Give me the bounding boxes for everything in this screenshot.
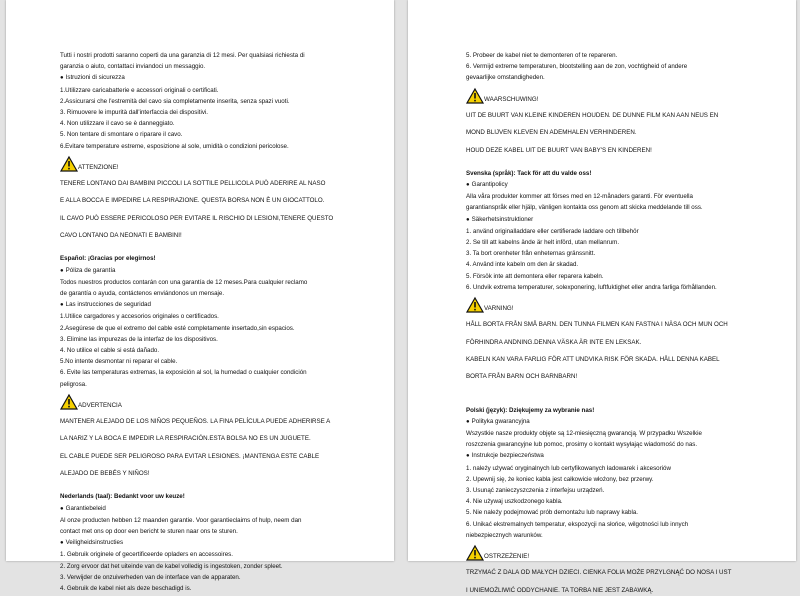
warranty-heading-es: ● Póliza de garantía xyxy=(60,265,364,277)
warning-line: MOND BLIJVEN KLEVEN EN ADEMHALEN VERHINDEREN. xyxy=(466,129,637,137)
warning-line: I UNIEMOŻLIWIĆ ODDYCHANIE. TA TORBA NIE JEST ZABAWKĄ. xyxy=(466,586,654,594)
instruction-item: 3. Ta bort orenheter från enheternas gränssnitt. xyxy=(466,250,596,258)
warning-line: EL CABLE PUEDE SER PELIGROSO PARA EVITAR LESIONES. ¡MANTENGA ESTE CABLE xyxy=(60,452,320,460)
instruction-item: 5. Non tentare di smontare o riparare il cavo. xyxy=(60,131,183,139)
instruction-item: 1.Utilizzare caricabatterie e accessori originali o certificati. xyxy=(60,86,219,94)
warning-triangle-icon xyxy=(466,545,484,561)
instruction-item: 3. Elimine las impurezas de la interfaz de los dispositivos. xyxy=(60,335,218,343)
safety-heading-es: ● Las instrucciones de seguridad xyxy=(60,299,364,311)
warning-line: ALEJADO DE BEBÉS Y NIÑOS! xyxy=(60,470,150,478)
safety-heading-it: ● Istruzioni di sicurezza xyxy=(60,72,364,84)
instruction-item: 1.Utilice cargadores y accesorios originales o certificados. xyxy=(60,313,219,321)
instruction-item: 3. Rimuovere le impurità dall'interfaccia dei dispositivi. xyxy=(60,109,209,117)
instruction-item: 3. Verwijder de onzuiverheden van de interface van de apparaten. xyxy=(60,573,241,581)
instruction-item: 2.Asegúrese de que el extremo del cable esté completamente insertado,sin espacios. xyxy=(60,324,295,332)
warning-triangle-icon xyxy=(466,297,484,313)
warning-line: IL CAVO PUÒ ESSERE PERICOLOSO PER EVITARE IL RISCHIO DI LESIONI,TENERE QUESTO xyxy=(60,214,334,222)
warning-label: OSTRZEŻENIE! xyxy=(484,553,530,561)
warning-block-es xyxy=(60,394,364,410)
instruction-item: 6.Evitare temperature estreme, esposizione al sole, umidità o condizioni pericolose. xyxy=(60,142,289,150)
warranty-heading-pl: ● Polityka gwarancyjna xyxy=(466,416,766,428)
instruction-item: 4. Använd inte kabeln om den är skadad. xyxy=(466,261,579,269)
warranty-line: garantianspråk eller hjälp, vänligen kontakta oss genom att skicka meddelande till oss. xyxy=(466,204,703,212)
warning-line: HOUD DEZE KABEL UIT DE BUURT VAN BABY'S EN KINDEREN! xyxy=(466,146,652,154)
warning-triangle-icon xyxy=(60,394,78,410)
warranty-line: Alla våra produkter kommer att förses med en 12-månaders garanti. För eventuella xyxy=(466,193,693,201)
instruction-item: 5. Nie należy podejmować prób demontażu lub naprawy kabla. xyxy=(466,509,638,517)
instruction-item: 2. Se till att kabelns ände är helt införd, utan mellanrum. xyxy=(466,239,620,246)
instruction-item: peligrosa. xyxy=(60,380,87,388)
warranty-heading-nl: ● Garantiebeleid xyxy=(60,503,364,515)
instruction-item: 4. Non utilizzare il cavo se è danneggiato. xyxy=(60,120,175,128)
warning-line: CAVO LONTANO DA NEONATI E BAMBINI! xyxy=(60,232,182,240)
warning-block-sv xyxy=(466,297,766,313)
warranty-line: Wszystkie nasze produkty objęte są 12-miesięczną gwarancją. W przypadku Wszelkie xyxy=(466,429,702,437)
instruction-item: 6. Evite las temperaturas extremas, la exposición al sol, la humedad o cualquier condición xyxy=(60,369,307,377)
warning-line: BORTA FRÅN BARN OCH BARNBARN! xyxy=(466,373,578,381)
warning-block-pl xyxy=(466,545,766,561)
warning-line: TENERE LONTANO DAI BAMBINI PICCOLI LA SOTTILE PELLICOLA PUÒ ADERIRE AL NASO xyxy=(60,180,326,188)
warranty-heading-sv: ● Garantipolicy xyxy=(466,179,766,191)
instruction-item: 5.No intente desmontar ni reparar el cable. xyxy=(60,358,178,366)
warranty-line: de garantía o ayuda, contáctenos enviándonos un mensaje. xyxy=(60,290,225,297)
warning-line: MANTENER ALEJADO DE LOS NIÑOS PEQUEÑOS. LA FINA PELÍCULA PUEDE ADHERIRSE A xyxy=(60,418,331,426)
section-heading-sv: Svenska (språk): Tack för att du valde oss! xyxy=(466,169,592,177)
warranty-line: contact met ons op door een bericht te sturen naar ons te sturen. xyxy=(60,528,238,535)
instruction-item: 5. Försök inte att demontera eller reparera kabeln. xyxy=(466,272,604,280)
warning-block-it xyxy=(60,156,364,172)
warning-triangle-icon xyxy=(466,88,484,104)
warning-line: KABELN KAN VARA FARLIG FÖR ATT UNDVIKA RISK FÖR SKADA. HÅLL DENNA KABEL xyxy=(466,355,720,363)
section-heading-pl: Polski (język): Dziękujemy za wybranie nas! xyxy=(466,406,595,414)
instruction-item: 5. Probeer de kabel niet te demonteren of te repareren. xyxy=(466,52,618,59)
document-page-left xyxy=(6,0,394,593)
instruction-item: gevaarlijke omstandigheden. xyxy=(466,74,545,82)
section-heading-nl: Nederlands (taal): Bedankt voor uw keuze! xyxy=(60,493,185,501)
warning-line: LA NARIZ Y LA BOCA E IMPEDIR LA RESPIRACIÓN.ESTA BOLSA NO ES UN JUGUETE. xyxy=(60,435,311,443)
warning-label: WAARSCHUWING! xyxy=(484,95,539,103)
instruction-item: 2. Zorg ervoor dat het uiteinde van de kabel volledig is ingestoken, zonder spleet. xyxy=(60,562,283,570)
warning-label: ATTENZIONE! xyxy=(78,163,119,171)
instruction-item: 3. Usunąć zanieczyszczenia z interfejsu urządzeń. xyxy=(466,487,605,494)
warning-line: HÅLL BORTA FRÅN SMÅ BARN. DEN TUNNA FILMEN KAN FASTNA I NÄSA OCH MUN OCH xyxy=(466,321,728,329)
warning-line: TRZYMAĆ Z DALA OD MAŁYCH DZIECI. CIENKA FOLIA MOŻE PRZYLGNĄĆ DO NOSA I UST xyxy=(466,569,732,577)
warning-label: ADVERTENCIA xyxy=(78,401,122,409)
instruction-item: 6. Vermijd extreme temperaturen, blootstelling aan de zon, vochtigheid of andere xyxy=(466,63,688,71)
instruction-item: 4. Nie używaj uszkodzonego kabla. xyxy=(466,498,563,506)
safety-heading-sv: ● Säkerhetsinstruktioner xyxy=(466,214,766,226)
safety-heading-pl: ● Instrukcje bezpieczeństwa xyxy=(466,450,766,462)
warranty-line: Todos nuestros productos contarán con una garantía de 12 meses.Para cualquier reclamo xyxy=(60,278,308,286)
warning-block-nl xyxy=(466,88,766,104)
instruction-item: 4. Gebruik de kabel niet als deze beschadigd is. xyxy=(60,585,192,593)
instruction-item: niebezpiecznych warunków. xyxy=(466,531,543,539)
safety-heading-nl: ● Veiligheidsinstructies xyxy=(60,537,364,549)
instruction-item: 6. Unikać ekstremalnych temperatur, ekspozycji na słońce, wilgotności lub innych xyxy=(466,520,689,528)
warning-line: UIT DE BUURT VAN KLEINE KINDEREN HOUDEN. DE DUNNE FILM KAN AAN NEUS EN xyxy=(466,111,719,119)
warning-label: VARNING! xyxy=(484,305,514,313)
intro-line: garanzia o aiuto, contattaci inviandoci un messaggio. xyxy=(60,63,206,71)
document-page-right xyxy=(408,0,796,594)
warning-triangle-icon xyxy=(60,156,78,172)
instruction-item: 6. Undvik extrema temperaturer, solexponering, luftfuktighet eller andra farliga förhållanden. xyxy=(466,283,717,291)
warning-line: E ALLA BOCCA E IMPEDIRE LA RESPIRAZIONE. QUESTA BORSA NON È UN GIOCATTOLO. xyxy=(60,197,325,205)
instruction-item: 1. należy używać oryginalnych lub certyfikowanych ładowarek i akcesoriów xyxy=(466,464,671,472)
intro-line: Tutti i nostri prodotti saranno coperti da una garanzia di 12 mesi. Per qualsiasi richiesta di xyxy=(60,52,305,59)
instruction-item: 2. Upewnij się, że koniec kabla jest całkowicie włożony, bez przerwy. xyxy=(466,475,654,483)
warranty-line: roszczenia gwarancyjne lub pomoc, prosimy o kontakt wysyłając wiadomość do nas. xyxy=(466,441,698,449)
warranty-line: Al onze producten hebben 12 maanden garantie. Voor garantieclaims of hulp, neem dan xyxy=(60,516,302,524)
instruction-item: 2.Assicurarsi che l'estremità del cavo sia completamente inserita, senza spazi vuoti. xyxy=(60,97,290,105)
instruction-item: 4. No utilice el cable si está dañado. xyxy=(60,347,160,355)
warning-line: FÖRHINDRA ANDNING.DENNA VÄSKA ÄR INTE EN LEKSAK. xyxy=(466,338,642,346)
instruction-item: 1. använd originalladdare eller certifierade laddare och tillbehör xyxy=(466,227,639,235)
section-heading-es: Español: ¡Gracias por elegirnos! xyxy=(60,255,156,263)
instruction-item: 1. Gebruik originele of gecertificeerde opladers en accessoires. xyxy=(60,551,233,559)
